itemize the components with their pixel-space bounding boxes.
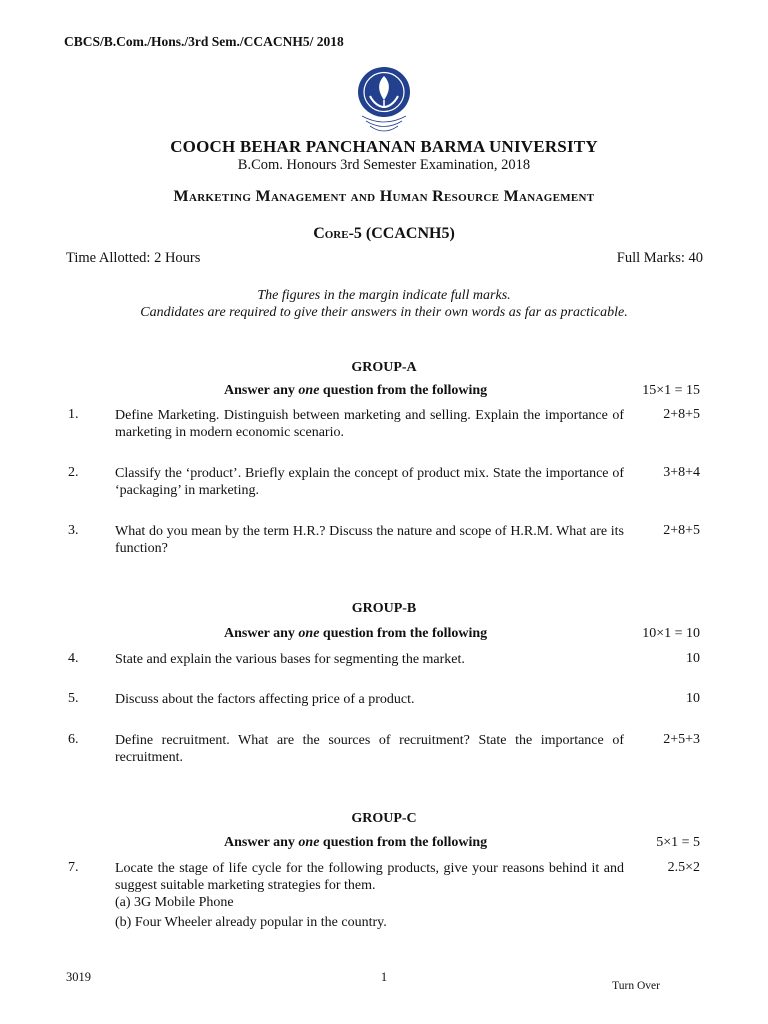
- question-marks: 3+8+4: [663, 465, 700, 480]
- marks-scheme: 15×1 = 15: [642, 383, 700, 398]
- question-text: What do you mean by the term H.R.? Discuss the nature and scope of H.R.M. What are its function?: [115, 524, 624, 556]
- question-text: Define recruitment. What are the sources of recruitment? State the importance of recruitment.: [115, 733, 624, 765]
- question-marks: 2+8+5: [663, 523, 700, 538]
- question-marks: 10: [686, 691, 700, 706]
- group-instruction: Answer any one question from the following: [224, 626, 488, 641]
- question-text: Locate the stage of life cycle for the following products, give your reasons behind it and suggest suitable marketing strategies for them.: [115, 861, 624, 893]
- question-text: Define Marketing. Distinguish between marketing and selling. Explain the importance of marketing in modern economic scenario.: [115, 408, 624, 440]
- question-text: Classify the ‘product’. Briefly explain the concept of product mix. State the importance of ‘packaging’ in marketing.: [115, 466, 624, 498]
- question-number: 2.: [68, 465, 79, 480]
- group-title: GROUP-C: [351, 811, 417, 826]
- footer-code: 3019: [66, 970, 91, 984]
- question-marks: 2+5+3: [663, 732, 700, 747]
- question-number: 1.: [68, 407, 79, 422]
- question-number: 7.: [68, 860, 79, 875]
- marks-scheme: 5×1 = 5: [656, 835, 700, 850]
- group-title: GROUP-A: [351, 360, 417, 375]
- instruction-line: Candidates are required to give their answers in their own words as far as practicable.: [140, 305, 628, 320]
- question-text: Discuss about the factors affecting price of a product.: [115, 692, 415, 707]
- time-allotted: Time Allotted: 2 Hours: [66, 250, 201, 266]
- group-instruction: Answer any one question from the following: [224, 383, 488, 398]
- instruction-line: The figures in the margin indicate full marks.: [257, 288, 511, 303]
- question-number: 3.: [68, 523, 79, 538]
- page-number: 1: [380, 970, 388, 984]
- question-marks: 2+8+5: [663, 407, 700, 422]
- full-marks: Full Marks: 40: [616, 250, 703, 266]
- paper-code: CBCS/B.Com./Hons./3rd Sem./CCACNH5/ 2018: [64, 34, 344, 49]
- question-number: 4.: [68, 651, 79, 666]
- question-number: 6.: [68, 732, 79, 747]
- subject-title: Marketing Management and Human Resource Management: [173, 188, 595, 205]
- group-instruction: Answer any one question from the following: [224, 835, 488, 850]
- question-marks: 10: [686, 651, 700, 666]
- paper-title: Core-5 (CCACNH5): [313, 225, 455, 242]
- sub-question: (b) Four Wheeler already popular in the country.: [115, 915, 387, 930]
- question-marks: 2.5×2: [667, 860, 700, 875]
- question-number: 5.: [68, 691, 79, 706]
- university-logo: [356, 66, 412, 136]
- turn-over: Turn Over: [612, 980, 660, 992]
- sub-question: (a) 3G Mobile Phone: [115, 895, 234, 910]
- marks-scheme: 10×1 = 10: [642, 626, 700, 641]
- question-text: State and explain the various bases for segmenting the market.: [115, 652, 465, 667]
- group-title: GROUP-B: [351, 601, 417, 616]
- university-emblem-icon: [356, 66, 412, 136]
- exam-title: B.Com. Honours 3rd Semester Examination, 2018: [237, 157, 531, 173]
- university-name: COOCH BEHAR PANCHANAN BARMA UNIVERSITY: [170, 137, 598, 156]
